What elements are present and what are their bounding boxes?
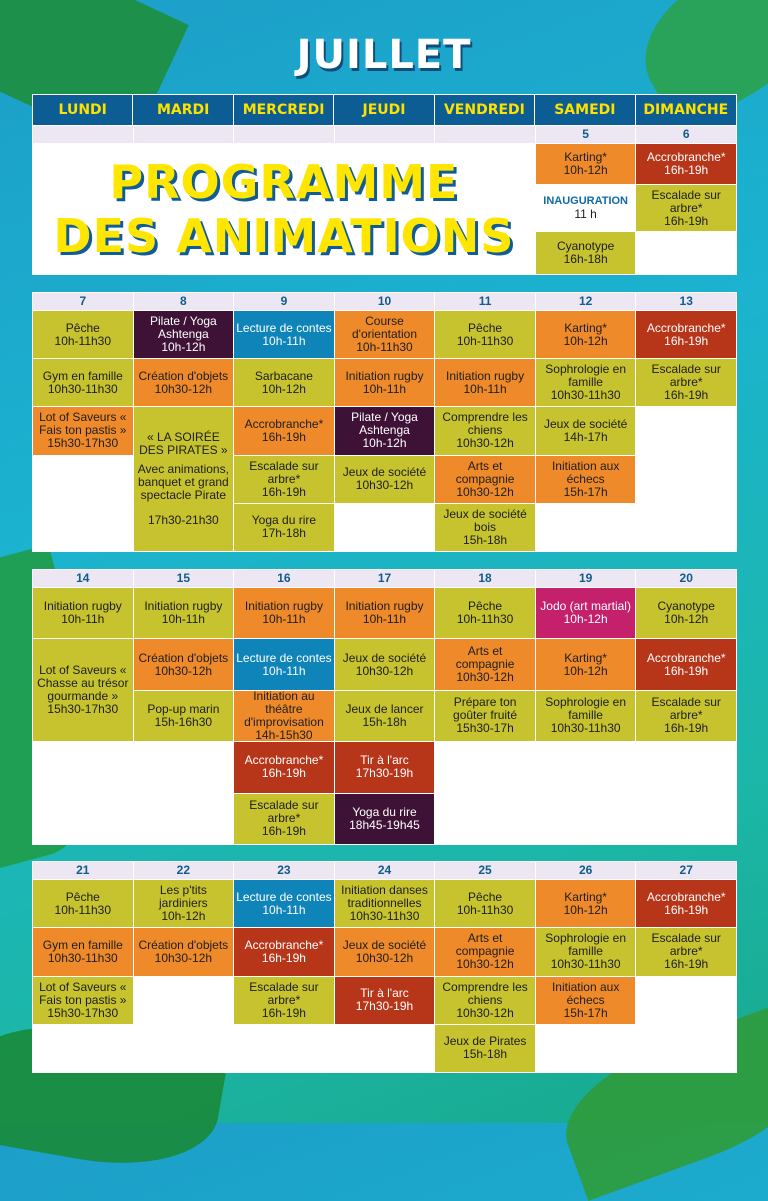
activity-name: Initiation rugby xyxy=(43,599,122,614)
activity-time: 16h-19h xyxy=(261,484,306,499)
activity-cell xyxy=(636,639,736,689)
activity-time: 10h30-12h xyxy=(355,663,414,678)
empty-cell xyxy=(33,1025,133,1072)
activity-cell xyxy=(435,639,535,689)
empty-cell xyxy=(536,794,636,844)
activity-time: 16h-19h xyxy=(261,950,306,965)
date-cell: 26 xyxy=(536,862,636,879)
activity-name: Accrobranche* xyxy=(646,650,726,665)
empty-cell xyxy=(636,794,736,844)
activity-time: 10h30-12h xyxy=(355,478,414,493)
activity-cell xyxy=(636,691,736,741)
activity-name: Comprendre les chiens xyxy=(442,979,528,1007)
activity-name: Pilate / Yoga Ashtenga xyxy=(351,410,418,438)
month-title: JUILLET xyxy=(296,32,472,78)
activity-name: Tir à l'arc xyxy=(360,753,409,768)
date-cell xyxy=(234,126,334,143)
activity-name: Lecture de contes xyxy=(236,320,332,335)
activity-name: Pop-up marin xyxy=(147,701,220,716)
date-cell: 22 xyxy=(134,862,234,879)
activity-time: 10h30-11h30 xyxy=(47,381,118,396)
activity-time: 10h30-11h30 xyxy=(550,721,621,736)
date-cell: 10 xyxy=(335,293,435,310)
activity-cell xyxy=(335,359,435,406)
activity-time: 16h-19h xyxy=(664,163,709,177)
activity-name: Cyanotype xyxy=(657,599,715,614)
activity-name: Initiation danses traditionnelles xyxy=(341,883,428,911)
empty-cell xyxy=(536,504,636,551)
activity-time: 10h-12h xyxy=(362,436,407,451)
activity-time: 10h-12h xyxy=(563,902,608,917)
activity-cell xyxy=(134,588,234,638)
date-cell: 24 xyxy=(335,862,435,879)
activity-time: 16h-19h xyxy=(261,1005,306,1020)
date-cell xyxy=(435,126,535,143)
activity-time: 10h30-12h xyxy=(355,950,414,965)
activity-cell xyxy=(435,588,535,638)
activity-time: 15h-18h xyxy=(362,714,407,729)
activity-name: « LA SOIRÉE DES PIRATES » xyxy=(139,430,228,458)
weekday-header xyxy=(32,94,737,126)
activity-cell xyxy=(134,880,234,927)
activity-cell xyxy=(435,504,535,551)
activity-name: INAUGURATION xyxy=(543,195,628,207)
date-cell: 9 xyxy=(234,293,334,310)
activity-time: 16h-19h xyxy=(664,213,709,228)
activity-cell xyxy=(435,456,535,503)
activity-name: Pêche xyxy=(468,599,503,614)
activity-name: Pêche xyxy=(65,889,100,904)
empty-cell xyxy=(335,504,435,551)
day-header-tuesday: MARDI xyxy=(133,95,233,125)
activity-time: 10h-11h xyxy=(61,612,105,627)
activity-name: Initiation rugby xyxy=(345,599,424,614)
activity-time: 11 h xyxy=(574,207,597,221)
date-cell: 25 xyxy=(435,862,535,879)
activity-cell xyxy=(335,456,435,503)
activity-name: Lecture de contes xyxy=(236,889,332,904)
activity-time: 17h30-19h xyxy=(355,766,414,781)
activity-time: 10h30-11h30 xyxy=(349,909,420,924)
activity-name: Escalade sur arbre* xyxy=(249,458,319,486)
activity-cell xyxy=(335,311,435,358)
activity-time: 10h30-11h30 xyxy=(47,950,118,965)
activity-name: Escalade sur arbre* xyxy=(651,931,721,959)
activity-cell xyxy=(536,185,636,231)
activity-cell xyxy=(33,407,133,454)
activity-time: 10h-12h xyxy=(261,381,306,396)
day-header-friday: VENDREDI xyxy=(435,95,535,125)
activity-name: Création d'objets xyxy=(138,937,229,952)
empty-cell xyxy=(636,232,736,274)
activity-time: 10h-11h xyxy=(262,902,306,917)
activity-name: Création d'objets xyxy=(138,650,229,665)
activity-time: 10h-11h xyxy=(262,612,306,627)
week-block-2 xyxy=(32,569,737,845)
activity-cell xyxy=(134,928,234,975)
activity-name: Jeux de Pirates xyxy=(443,1034,527,1049)
empty-cell xyxy=(636,504,736,551)
activity-time: 16h-19h xyxy=(664,957,709,972)
activity-cell xyxy=(536,977,636,1024)
date-cell: 19 xyxy=(536,570,636,587)
activity-cell xyxy=(33,880,133,927)
activity-cell xyxy=(234,311,334,358)
activity-cell xyxy=(134,639,234,689)
activity-cell xyxy=(536,691,636,741)
activity-name: Accrobranche* xyxy=(646,889,726,904)
activity-cell xyxy=(435,359,535,406)
activity-time: 15h-17h xyxy=(563,1005,608,1020)
activity-cell xyxy=(335,588,435,638)
activity-name: Escalade sur arbre* xyxy=(651,187,721,215)
activity-cell xyxy=(435,691,535,741)
activity-time: 10h-12h xyxy=(563,663,608,678)
activity-time: 16h-19h xyxy=(664,388,709,403)
week-block-1 xyxy=(32,292,737,552)
activity-time: 15h-18h xyxy=(463,1047,508,1062)
activity-cell xyxy=(335,977,435,1024)
date-cell: 15 xyxy=(134,570,234,587)
empty-cell xyxy=(636,742,736,792)
activity-time: 10h-11h xyxy=(463,381,507,396)
activity-time: 10h-11h xyxy=(362,612,407,627)
activity-name: Accrobranche* xyxy=(646,150,726,164)
activity-cell xyxy=(335,928,435,975)
activity-name: Sarbacane xyxy=(254,368,313,383)
program-title-line1: PROGRAMME xyxy=(109,155,459,209)
activity-cell xyxy=(536,144,636,184)
activity-cell xyxy=(636,311,736,358)
week-block-0 xyxy=(32,125,737,275)
activity-cell xyxy=(536,588,636,638)
activity-time: 15h30-17h30 xyxy=(47,1005,119,1020)
activity-cell xyxy=(234,359,334,406)
activity-name: Initiation rugby xyxy=(144,599,223,614)
activity-name: Yoga du rire xyxy=(352,804,417,819)
activity-name: Création d'objets xyxy=(138,368,229,383)
activity-cell xyxy=(636,588,736,638)
activity-name: Initiation rugby xyxy=(244,599,323,614)
activity-cell xyxy=(134,311,234,358)
activity-name: Pêche xyxy=(468,889,503,904)
activity-name: Arts et compagnie xyxy=(455,458,515,486)
day-header-wednesday: MERCREDI xyxy=(234,95,334,125)
activity-time: 18h45-19h45 xyxy=(349,817,420,832)
activity-name: Accrobranche* xyxy=(646,320,726,335)
activity-time: 10h30-12h xyxy=(154,663,213,678)
empty-cell xyxy=(33,742,133,792)
activity-name: Jeux de lancer xyxy=(345,701,424,716)
program-banner xyxy=(33,144,535,274)
activity-name: Sophrologie en famille xyxy=(545,362,626,390)
activity-time: 10h30-12h xyxy=(456,1005,514,1020)
date-cell: 13 xyxy=(636,293,736,310)
activity-cell xyxy=(234,928,334,975)
activity-cell xyxy=(636,359,736,406)
activity-time: 15h-17h xyxy=(563,484,608,499)
date-cell: 23 xyxy=(234,862,334,879)
activity-time: 10h-12h xyxy=(563,163,608,177)
activity-time: 16h-19h xyxy=(261,824,306,839)
activity-name: Karting* xyxy=(564,889,607,904)
day-header-thursday: JEUDI xyxy=(334,95,434,125)
activity-cell xyxy=(435,880,535,927)
activity-cell xyxy=(234,880,334,927)
date-cell: 16 xyxy=(234,570,334,587)
activity-name: Prépare ton goûter fruité xyxy=(453,695,518,723)
empty-cell xyxy=(33,794,133,844)
activity-name: Accrobranche* xyxy=(244,753,324,768)
empty-cell xyxy=(234,1025,334,1072)
activity-time: 15h30-17h30 xyxy=(47,702,119,717)
activity-name: Les p'tits jardiniers xyxy=(159,883,208,911)
activity-time: 16h-19h xyxy=(261,429,306,444)
activity-cell xyxy=(234,407,334,454)
activity-cell xyxy=(234,588,334,638)
activity-time: 10h-12h xyxy=(563,612,608,627)
activity-cell xyxy=(33,639,133,741)
date-cell: 17 xyxy=(335,570,435,587)
activity-cell xyxy=(536,407,636,454)
activity-name: Karting* xyxy=(564,320,607,335)
activity-name: Karting* xyxy=(564,650,607,665)
activity-name: Lecture de contes xyxy=(236,650,332,665)
activity-time: 15h30-17h xyxy=(456,721,514,736)
activity-name: Karting* xyxy=(564,150,607,164)
activity-time: 10h30-11h30 xyxy=(550,957,621,972)
activity-name: Initiation au théâtre d'improvisation xyxy=(244,690,324,729)
empty-cell xyxy=(636,456,736,503)
date-cell xyxy=(134,126,234,143)
activity-time: 16h-19h xyxy=(261,766,306,781)
activity-time: 17h30-19h xyxy=(355,999,414,1014)
date-cell: 20 xyxy=(636,570,736,587)
activity-name: Yoga du rire xyxy=(251,513,317,528)
activity-name: Sophrologie en famille xyxy=(545,695,626,723)
activity-cell xyxy=(234,977,334,1024)
activity-name: Pêche xyxy=(65,320,100,335)
activity-cell xyxy=(536,928,636,975)
date-cell: 27 xyxy=(636,862,736,879)
activity-cell xyxy=(234,794,334,844)
activity-name: Escalade sur arbre* xyxy=(249,798,319,826)
activity-name: Lot of Saveurs « Chasse au trésor gourmande » xyxy=(37,663,129,704)
activity-cell xyxy=(234,742,334,792)
date-cell: 12 xyxy=(536,293,636,310)
activity-cell xyxy=(536,639,636,689)
activity-time: 10h-11h30 xyxy=(54,333,112,348)
activity-time: 14h-15h30 xyxy=(255,728,313,742)
day-header-monday: LUNDI xyxy=(33,95,133,125)
activity-cell xyxy=(33,359,133,406)
activity-time: 10h-11h30 xyxy=(54,902,112,917)
activity-time: 16h-18h xyxy=(563,252,608,266)
activity-time: 10h-11h30 xyxy=(456,902,514,917)
date-cell: 11 xyxy=(435,293,535,310)
activity-name: Gym en famille xyxy=(42,368,123,383)
activity-name: Pêche xyxy=(468,320,503,335)
activity-name: Jeux de société xyxy=(342,937,427,952)
activity-time: 10h-12h xyxy=(161,909,206,924)
activity-name: Jeux de société xyxy=(342,650,427,665)
activity-time: 10h-12h xyxy=(563,333,608,348)
activity-cell xyxy=(33,977,133,1024)
activity-time: 10h30-12h xyxy=(154,381,213,396)
activity-cell xyxy=(435,1025,535,1072)
activity-name: Tir à l'arc xyxy=(360,986,409,1001)
activity-name: Course d'orientation xyxy=(351,314,417,342)
activity-time: 10h30-12h xyxy=(456,436,514,451)
activity-time: 10h-11h30 xyxy=(456,333,514,348)
date-cell: 21 xyxy=(33,862,133,879)
activity-time: 10h30-11h30 xyxy=(550,388,621,403)
activity-cell xyxy=(33,588,133,638)
activity-cell xyxy=(636,144,736,184)
date-cell: 8 xyxy=(134,293,234,310)
empty-cell xyxy=(33,504,133,551)
empty-cell xyxy=(134,794,234,844)
activity-name: Initiation rugby xyxy=(345,368,424,383)
activity-name: Accrobranche* xyxy=(244,937,324,952)
activity-time: 10h-11h xyxy=(262,333,306,348)
date-cell: 18 xyxy=(435,570,535,587)
program-title-line2: DES ANIMATIONS xyxy=(53,209,515,263)
activity-cell xyxy=(33,311,133,358)
activity-cell xyxy=(134,407,234,551)
activity-cell xyxy=(536,232,636,274)
activity-time: 10h-11h xyxy=(262,663,306,678)
activity-cell xyxy=(536,311,636,358)
activity-time: 10h30-12h xyxy=(456,670,514,685)
empty-cell xyxy=(134,977,234,1024)
activity-name: Lot of Saveurs « Fais ton pastis » xyxy=(39,979,127,1007)
activity-time: 14h-17h xyxy=(563,429,608,444)
activity-name: Pilate / Yoga Ashtenga xyxy=(149,314,217,342)
activity-time: 16h-19h xyxy=(664,663,709,678)
activity-name: Accrobranche* xyxy=(244,416,324,431)
empty-cell xyxy=(536,1025,636,1072)
activity-name: Escalade sur arbre* xyxy=(651,362,721,390)
date-cell: 6 xyxy=(636,126,736,143)
activity-cell xyxy=(234,639,334,689)
week-block-3 xyxy=(32,861,737,1073)
activity-cell xyxy=(335,639,435,689)
activity-time: 10h-11h30 xyxy=(356,340,413,355)
activity-cell xyxy=(234,456,334,503)
activity-cell xyxy=(234,504,334,551)
activity-name: Initiation rugby xyxy=(446,368,525,383)
activity-name: Jeux de société bois xyxy=(443,506,527,534)
activity-time: 10h-11h30 xyxy=(456,612,514,627)
activity-time: 16h-19h xyxy=(664,721,709,736)
activity-cell xyxy=(33,928,133,975)
empty-cell xyxy=(636,1025,736,1072)
activity-time: 15h30-17h30 xyxy=(47,436,119,451)
activity-cell xyxy=(435,407,535,454)
activity-name: Arts et compagnie xyxy=(455,644,515,672)
activity-cell xyxy=(636,928,736,975)
empty-cell xyxy=(134,1025,234,1072)
date-cell: 7 xyxy=(33,293,133,310)
activity-time: 10h30-12h xyxy=(154,950,213,965)
activity-name: Sophrologie en famille xyxy=(545,931,626,959)
activity-name: Gym en famille xyxy=(42,937,123,952)
activity-cell xyxy=(536,880,636,927)
activity-cell xyxy=(536,456,636,503)
activity-cell xyxy=(435,311,535,358)
empty-cell xyxy=(335,1025,435,1072)
activity-time: 10h-12h xyxy=(161,340,206,355)
activity-description: Avec animations, banquet et grand spectacle Pirate xyxy=(137,462,229,503)
activity-cell xyxy=(335,691,435,741)
activity-cell xyxy=(234,691,334,741)
activity-cell xyxy=(636,880,736,927)
day-header-sunday: DIMANCHE xyxy=(643,102,729,118)
activity-cell xyxy=(134,691,234,741)
activity-name: Escalade sur arbre* xyxy=(249,979,319,1007)
empty-cell xyxy=(33,456,133,503)
empty-cell xyxy=(435,794,535,844)
activity-cell xyxy=(335,407,435,454)
empty-cell xyxy=(636,977,736,1024)
activity-cell xyxy=(134,359,234,406)
activity-name: Initiation aux échecs xyxy=(551,979,620,1007)
empty-cell xyxy=(636,407,736,454)
activity-time: 10h-11h xyxy=(362,381,407,396)
activity-time: 10h-11h xyxy=(161,612,205,627)
activity-time: 16h-19h xyxy=(664,902,709,917)
activity-cell xyxy=(435,928,535,975)
activity-name: Cyanotype xyxy=(556,239,615,253)
activity-time: 10h30-12h xyxy=(456,957,514,972)
activity-name: Arts et compagnie xyxy=(455,931,515,959)
activity-name: Initiation aux échecs xyxy=(551,458,620,486)
empty-cell xyxy=(536,742,636,792)
activity-cell xyxy=(335,742,435,792)
date-cell: 5 xyxy=(536,126,636,143)
activity-cell xyxy=(335,880,435,927)
day-header-saturday: SAMEDI xyxy=(535,95,635,125)
activity-name: Comprendre les chiens xyxy=(442,410,528,438)
activity-cell xyxy=(335,794,435,844)
activity-time: 10h-12h xyxy=(664,612,709,627)
empty-cell xyxy=(435,742,535,792)
activity-cell xyxy=(435,977,535,1024)
activity-cell xyxy=(636,185,736,231)
activity-time: 17h30-21h30 xyxy=(147,513,219,528)
activity-name: Jeux de société xyxy=(543,416,628,431)
activity-name: Jodo (art martial) xyxy=(540,599,631,614)
activity-name: Lot of Saveurs « Fais ton pastis » xyxy=(39,410,127,438)
activity-cell xyxy=(536,359,636,406)
activity-time: 16h-19h xyxy=(664,333,709,348)
activity-name: Escalade sur arbre* xyxy=(651,695,721,723)
date-cell: 14 xyxy=(33,570,133,587)
activity-time: 10h30-12h xyxy=(456,484,514,499)
activity-time: 15h-18h xyxy=(463,532,508,547)
activity-name: Jeux de société xyxy=(342,465,427,480)
empty-cell xyxy=(134,742,234,792)
date-cell xyxy=(335,126,435,143)
date-cell xyxy=(33,126,133,143)
activity-time: 15h-16h30 xyxy=(154,714,213,729)
activity-time: 17h-18h xyxy=(261,526,306,541)
